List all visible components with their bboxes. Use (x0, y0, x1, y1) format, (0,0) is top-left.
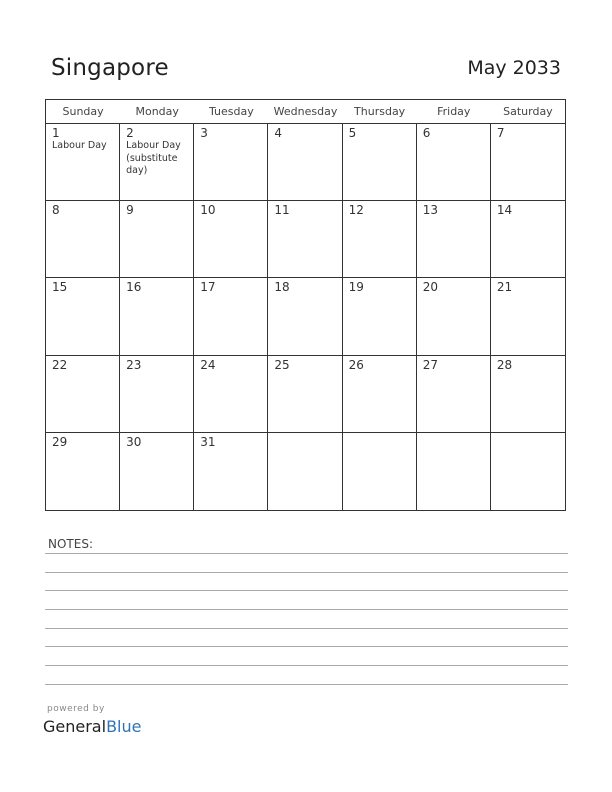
note-line (45, 665, 568, 666)
page-title: Singapore (51, 55, 169, 81)
day-cell (268, 201, 342, 278)
notes-label: NOTES: (48, 537, 93, 551)
day-cell (46, 124, 120, 201)
brand-name-general: General (43, 717, 107, 736)
weekday-header (46, 100, 565, 124)
weekday-label: Tuesday (208, 105, 254, 118)
day-number: 1 (52, 126, 60, 140)
day-number: 30 (126, 434, 142, 449)
day-cell (343, 278, 417, 355)
weekday-label: Wednesday (273, 105, 338, 118)
day-cell (46, 433, 120, 510)
note-line (45, 590, 568, 591)
day-cell (343, 433, 417, 510)
weekday-label: Thursday (354, 105, 406, 118)
note-line (45, 646, 568, 647)
day-cell (268, 356, 342, 433)
powered-by-text: powered by (47, 704, 105, 714)
day-number: 28 (496, 357, 513, 372)
day-cell (417, 433, 491, 510)
holiday-label: Labour Day (substitute day) (126, 140, 181, 176)
day-cell (194, 201, 268, 278)
note-line (45, 572, 568, 573)
day-number: 26 (348, 357, 364, 372)
day-number: 11 (274, 203, 290, 218)
day-cell (268, 278, 342, 355)
day-number: 29 (52, 434, 68, 449)
day-number: 14 (496, 203, 513, 218)
day-cell (46, 356, 120, 433)
day-cell (491, 356, 565, 433)
day-cell (120, 201, 194, 278)
day-number: 10 (200, 203, 216, 218)
day-cell (268, 433, 342, 510)
brand-name-blue: Blue (106, 717, 142, 736)
day-cell (417, 201, 491, 278)
day-number: 6 (422, 126, 431, 140)
day-number: 3 (200, 126, 208, 140)
day-cell (417, 278, 491, 355)
day-cell (46, 278, 120, 355)
day-cell (417, 356, 491, 433)
calendar-body (46, 124, 565, 510)
day-number: 17 (200, 280, 216, 295)
day-number: 5 (348, 126, 357, 140)
note-line (45, 684, 568, 685)
weekday-label: Monday (135, 105, 179, 118)
day-cell (46, 201, 120, 278)
day-cell (491, 124, 565, 201)
note-line (45, 628, 568, 629)
day-number: 16 (126, 280, 142, 295)
day-number: 20 (422, 280, 438, 295)
weekday-label: Saturday (503, 105, 553, 118)
day-number: 21 (496, 280, 513, 295)
day-number: 7 (496, 126, 505, 140)
day-number: 27 (422, 357, 438, 372)
holiday-label: Labour Day (52, 140, 107, 151)
day-cell (120, 356, 194, 433)
day-cell (491, 201, 565, 278)
day-number: 13 (422, 203, 438, 218)
calendar-grid (45, 99, 566, 511)
month-title: May 2033 (467, 57, 561, 79)
day-number: 19 (348, 280, 364, 295)
day-cell (120, 433, 194, 510)
day-cell (194, 433, 268, 510)
note-line (45, 609, 568, 610)
day-cell (343, 201, 417, 278)
brand-logo (43, 717, 141, 736)
day-cell (268, 124, 342, 201)
day-number: 12 (348, 203, 364, 218)
day-number: 15 (52, 280, 68, 295)
day-cell (417, 124, 491, 201)
day-cell (120, 124, 194, 201)
day-number: 18 (274, 280, 290, 295)
day-number: 25 (274, 357, 290, 372)
day-number: 4 (274, 126, 283, 140)
day-number: 8 (52, 203, 60, 218)
day-cell (343, 356, 417, 433)
day-number: 31 (200, 434, 216, 449)
day-cell (120, 278, 194, 355)
day-cell (194, 356, 268, 433)
day-cell (194, 124, 268, 201)
day-cell (491, 433, 565, 510)
day-number: 24 (200, 357, 216, 372)
day-cell (491, 278, 565, 355)
day-number: 2 (126, 126, 134, 140)
note-line (45, 553, 568, 554)
weekday-label: Friday (437, 105, 471, 118)
day-number: 23 (126, 357, 142, 372)
day-number: 22 (52, 357, 68, 372)
weekday-label: Sunday (62, 105, 104, 118)
day-number: 9 (126, 203, 134, 218)
day-cell (343, 124, 417, 201)
day-cell (194, 278, 268, 355)
